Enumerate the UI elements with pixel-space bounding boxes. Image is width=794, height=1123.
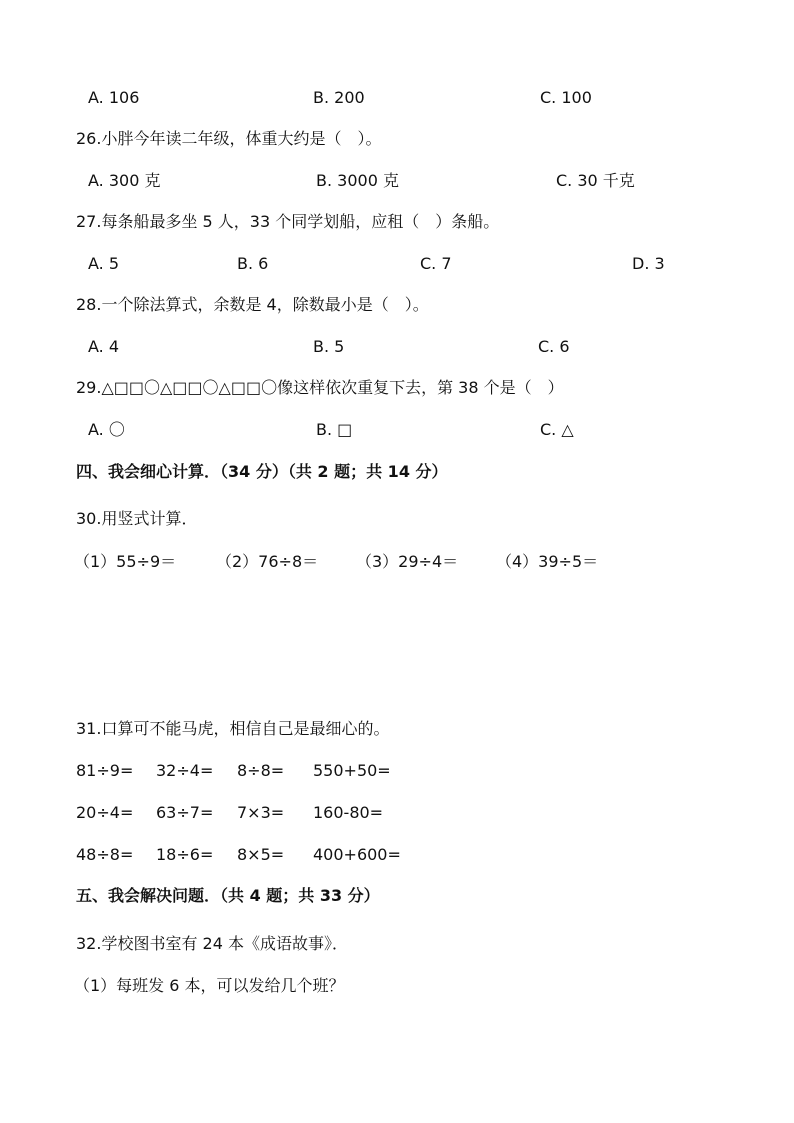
q27-option-b[interactable]: B. 6 bbox=[237, 254, 269, 273]
q25-options bbox=[0, 86, 794, 110]
q30-item-1: （1）55÷9＝ bbox=[74, 552, 177, 571]
q28-option-c[interactable]: C. 6 bbox=[538, 337, 570, 356]
q31-cell: 32÷4= bbox=[156, 761, 214, 780]
q31-cell: 18÷6= bbox=[156, 845, 214, 864]
q32-question bbox=[0, 932, 794, 956]
q28-option-b[interactable]: B. 5 bbox=[313, 337, 345, 356]
q27-option-d[interactable]: D. 3 bbox=[632, 254, 665, 273]
q32-sub-question-1 bbox=[0, 974, 794, 998]
q27-option-c[interactable]: C. 7 bbox=[420, 254, 452, 273]
q31-cell: 63÷7= bbox=[156, 803, 214, 822]
q28-options bbox=[0, 335, 794, 359]
q30-question bbox=[0, 507, 794, 531]
q31-cell: 81÷9= bbox=[76, 761, 134, 780]
q27-option-a[interactable]: A. 5 bbox=[88, 254, 120, 273]
q31-cell: 48÷8= bbox=[76, 845, 134, 864]
q29-option-c[interactable]: C. △ bbox=[540, 420, 574, 439]
q26-option-b[interactable]: B. 3000 克 bbox=[316, 171, 399, 190]
q26-option-c[interactable]: C. 30 千克 bbox=[556, 171, 635, 190]
q29-text: 29.△□□〇△□□〇△□□〇像这样依次重复下去，第 38 个是（ ） bbox=[76, 378, 564, 397]
q28-question bbox=[0, 293, 794, 317]
q29-option-b[interactable]: B. □ bbox=[316, 420, 353, 439]
q29-options bbox=[0, 418, 794, 442]
q26-option-a[interactable]: A. 300 克 bbox=[88, 171, 161, 190]
section-5-title: 五、我会解决问题．（共 4 题；共 33 分） bbox=[76, 886, 380, 905]
q27-question bbox=[0, 210, 794, 234]
q31-question bbox=[0, 717, 794, 741]
q25-option-b[interactable]: B. 200 bbox=[313, 88, 365, 107]
q27-options bbox=[0, 252, 794, 276]
q31-text: 31.口算可不能马虎，相信自己是最细心的。 bbox=[76, 719, 390, 738]
q29-option-a[interactable]: A. 〇 bbox=[88, 420, 125, 439]
q32-text: 32.学校图书室有 24 本《成语故事》． bbox=[76, 934, 348, 953]
q30-items bbox=[0, 550, 794, 574]
q27-text: 27.每条船最多坐 5 人，33 个同学划船，应租（ ）条船。 bbox=[76, 212, 500, 231]
q25-option-c[interactable]: C. 100 bbox=[540, 88, 592, 107]
q26-question bbox=[0, 127, 794, 151]
q31-cell: 8÷8= bbox=[237, 761, 285, 780]
q31-cell: 8×5= bbox=[237, 845, 285, 864]
q30-item-3: （3）29÷4＝ bbox=[356, 552, 459, 571]
section-4-heading bbox=[0, 460, 794, 484]
q31-row-2 bbox=[0, 801, 794, 825]
q31-row-3 bbox=[0, 843, 794, 867]
q28-option-a[interactable]: A. 4 bbox=[88, 337, 120, 356]
q26-options bbox=[0, 169, 794, 193]
q31-cell: 20÷4= bbox=[76, 803, 134, 822]
section-5-heading bbox=[0, 884, 794, 908]
q31-cell: 400+600= bbox=[313, 845, 401, 864]
q30-text: 30.用竖式计算． bbox=[76, 509, 198, 528]
q26-text: 26.小胖今年读二年级，体重大约是（ ）。 bbox=[76, 129, 382, 148]
q28-text: 28.一个除法算式，余数是 4，除数最小是（ ）。 bbox=[76, 295, 429, 314]
section-4-title: 四、我会细心计算．（34 分）（共 2 题；共 14 分） bbox=[76, 462, 448, 481]
q31-cell: 550+50= bbox=[313, 761, 391, 780]
q25-option-a[interactable]: A. 106 bbox=[88, 88, 140, 107]
q32-sub1-text: （1）每班发 6 本，可以发给几个班？ bbox=[74, 976, 345, 995]
q31-row-1 bbox=[0, 759, 794, 783]
q30-item-4: （4）39÷5＝ bbox=[496, 552, 599, 571]
q31-cell: 7×3= bbox=[237, 803, 285, 822]
q30-item-2: （2）76÷8＝ bbox=[216, 552, 319, 571]
q31-cell: 160-80= bbox=[313, 803, 384, 822]
q29-question bbox=[0, 376, 794, 400]
